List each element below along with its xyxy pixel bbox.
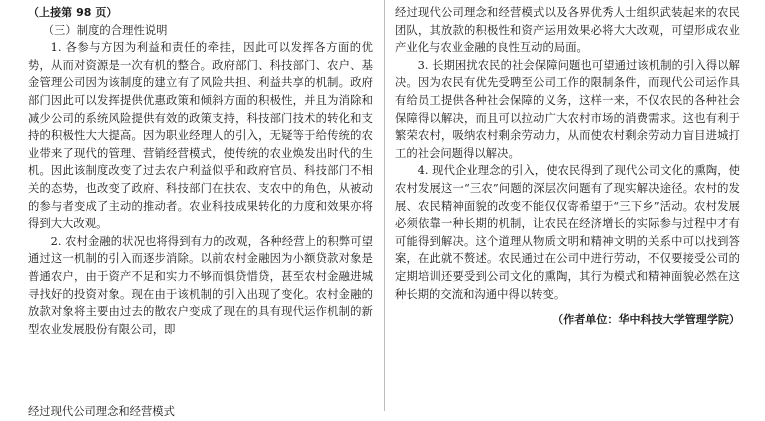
paragraph-2: 2. 农村金融的状况也将得到有力的改观，各种经营上的积弊可望通过这一机制的引入而逐步消除。以前农村金融因为小额贷款对象是普通农户，由于资产不足和实力不够而惧贷惜贷，甚至农村金融进城寻找好的投资对象。现在由于该机制的引入出现了变化。农村金融的放款对象将主要由过去的散农户变成了现在的具有现代运作机制的新型农业发展股份有限公司，即 xyxy=(28,234,373,336)
paragraph-continuation: 经过现代公司理念和经营模式以及各界优秀人士组织武装起来的农民团队，其放款的积极性和资产运用效果必将大大改观，可望形成农业产业化与农业金融的良性互动的局面。 xyxy=(395,6,740,55)
section-heading: （三）制度的合理性说明 xyxy=(42,23,168,37)
right-column xyxy=(395,4,740,329)
paragraph-1: 1. 各参与方因为利益和责任的牵挂，因此可以发挥各方面的优势，从而对资源是一次有机的整合。政府部门、科技部门、农户、基金管理公司因为该制度的建立有了风险共担、利益共享的机制。政府部门因此可以发挥提供优惠政策和倾斜方面的积极性，并且为消除和减少公司的系统风险提供有效的政策支持，科技部门技术的转化和支持的积极性大大提高。因为职业经理人的引入，无疑等于给传统的农业带来了现代的管理、营销经营模式，使传统的农业焕发出时代的生机。因此该制度改变了过去农户利益似乎和政府官员、科技部门不相关的态势，也改变了政府、科技部门在扶农、支农中的角色，从被动的参与者变成了主动的推动者。农业科技成果转化的力度和效果亦将得到大大改观。 xyxy=(28,41,373,231)
left-column xyxy=(28,4,373,338)
paragraph-3: 3. 长期困扰农民的社会保障问题也可望通过该机制的引入得以解决。因为农民有优先受聘至公司工作的限制条件，而现代公司运作具有给员工提供各种社会保障的义务，这样一来，不仅农民的各种社会保障得以解决，而且可以拉动广大农村市场的消费需求。这也有利于繁荣农村，吸纳农村剩余劳动力，从而使农村剩余劳动力盲目进城打工的社会问题得以解决。 xyxy=(395,58,740,160)
cut-off-line: 经过现代公司理念和经营模式 xyxy=(28,405,175,418)
column-divider xyxy=(384,0,385,411)
paragraph-4: 4. 现代企业理念的引入，使农民得到了现代公司文化的熏陶，使农村发展这一“三农”问题的深层次问题有了现实解决途径。农村的发展、农民精神面貌的改变不能仅仅寄希望于“三下乡”活动。农村发展必须依靠一种长期的机制，让农民在经济增长的实际参与过程中才有可能得到解决。这个道理从物质文明和精神文明的关系中可以找到答案，在此就不赘述。农民通过在公司中进行劳动，不仅要接受公司的定期培训还要受到公司文化的熏陶，其行为模式和精神面貌必然在这种长期的交流和沟通中得以转变。 xyxy=(395,164,740,301)
author-affiliation: （作者单位：华中科技大学管理学院） xyxy=(552,313,740,327)
continuation-note: （上接第 98 页） xyxy=(28,6,118,19)
